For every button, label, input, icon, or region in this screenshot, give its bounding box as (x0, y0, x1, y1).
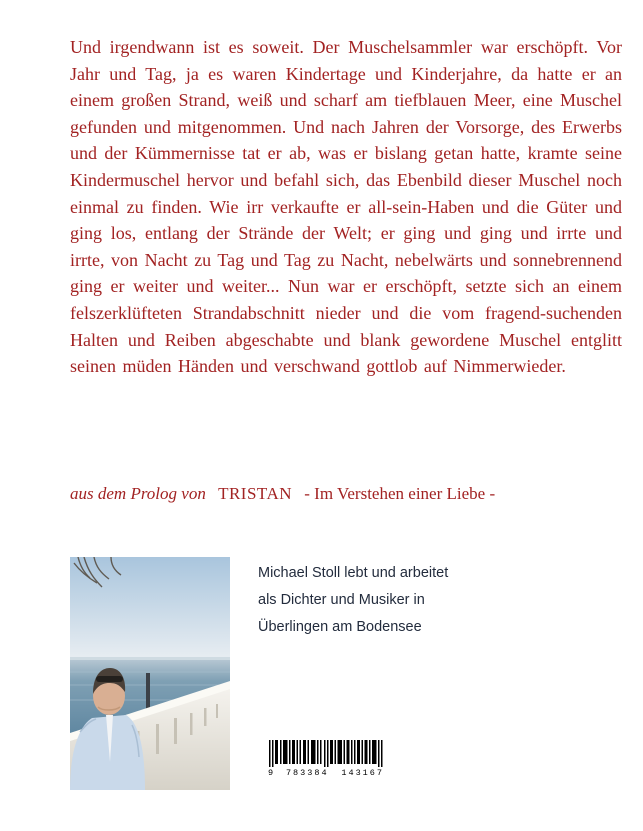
author-info (258, 560, 448, 641)
barcode-bars (268, 740, 384, 767)
barcode (268, 740, 384, 778)
barcode-digits-mid: 783384 (285, 768, 329, 778)
author-photo-image (70, 557, 230, 790)
author-info-line-1: Michael Stoll lebt und arbeitet (258, 565, 449, 581)
attribution-line (70, 484, 495, 504)
photo-horizon (70, 657, 230, 660)
barcode-digit-left: 9 (268, 768, 274, 778)
author-info-line-3: Überlingen am Bodensee (258, 619, 422, 635)
attribution-subtitle: - Im Verstehen einer Liebe - (304, 484, 496, 503)
barcode-number (268, 768, 384, 778)
excerpt-text: Und irgendwann ist es soweit. Der Muschelsammler war erschöpft. Vor Jahr und Tag, ja es waren Kindertage und Kinderjahre, da hatte er an einem großen Strand, weiß und scharf am tiefblauen Meer, eine Muschel gefunden und mitgenommen. Und nach Jahren der Vorsorge, des Erwerbs und der Kümmernisse tat er ab, was er bislang getan hatte, kramte seine Kindermuschel hervor und befahl sich, das Ebenbild dieser Muschel noch einmal zu finden. Wie irr verkaufte er all-sein-Haben und die Güter und ging los, entlang der Strände der Welt; er ging und ging und irrte und irrte, von Nacht zu Tag und Tag zu Nacht, nebelwärts und sonnebrennend ging er weiter und weiter... Nun war er erschöpft, setzte sich an einem felszerklüfteten Strandabschnitt nieder und die vom fragend-suchenden Halten und Reiben abgeschabte und blank gewordene Muschel entglitt seinen müden Händen und verschwand gottlob auf Nimmerwieder. (70, 37, 622, 377)
photo-sky (70, 557, 230, 661)
barcode-digits-right: 143167 (341, 768, 384, 778)
book-title: TRISTAN (218, 484, 292, 503)
author-info-line-2: als Dichter und Musiker in (258, 592, 425, 608)
attribution-prefix: aus dem Prolog von (70, 484, 206, 503)
author-photo (70, 557, 230, 790)
